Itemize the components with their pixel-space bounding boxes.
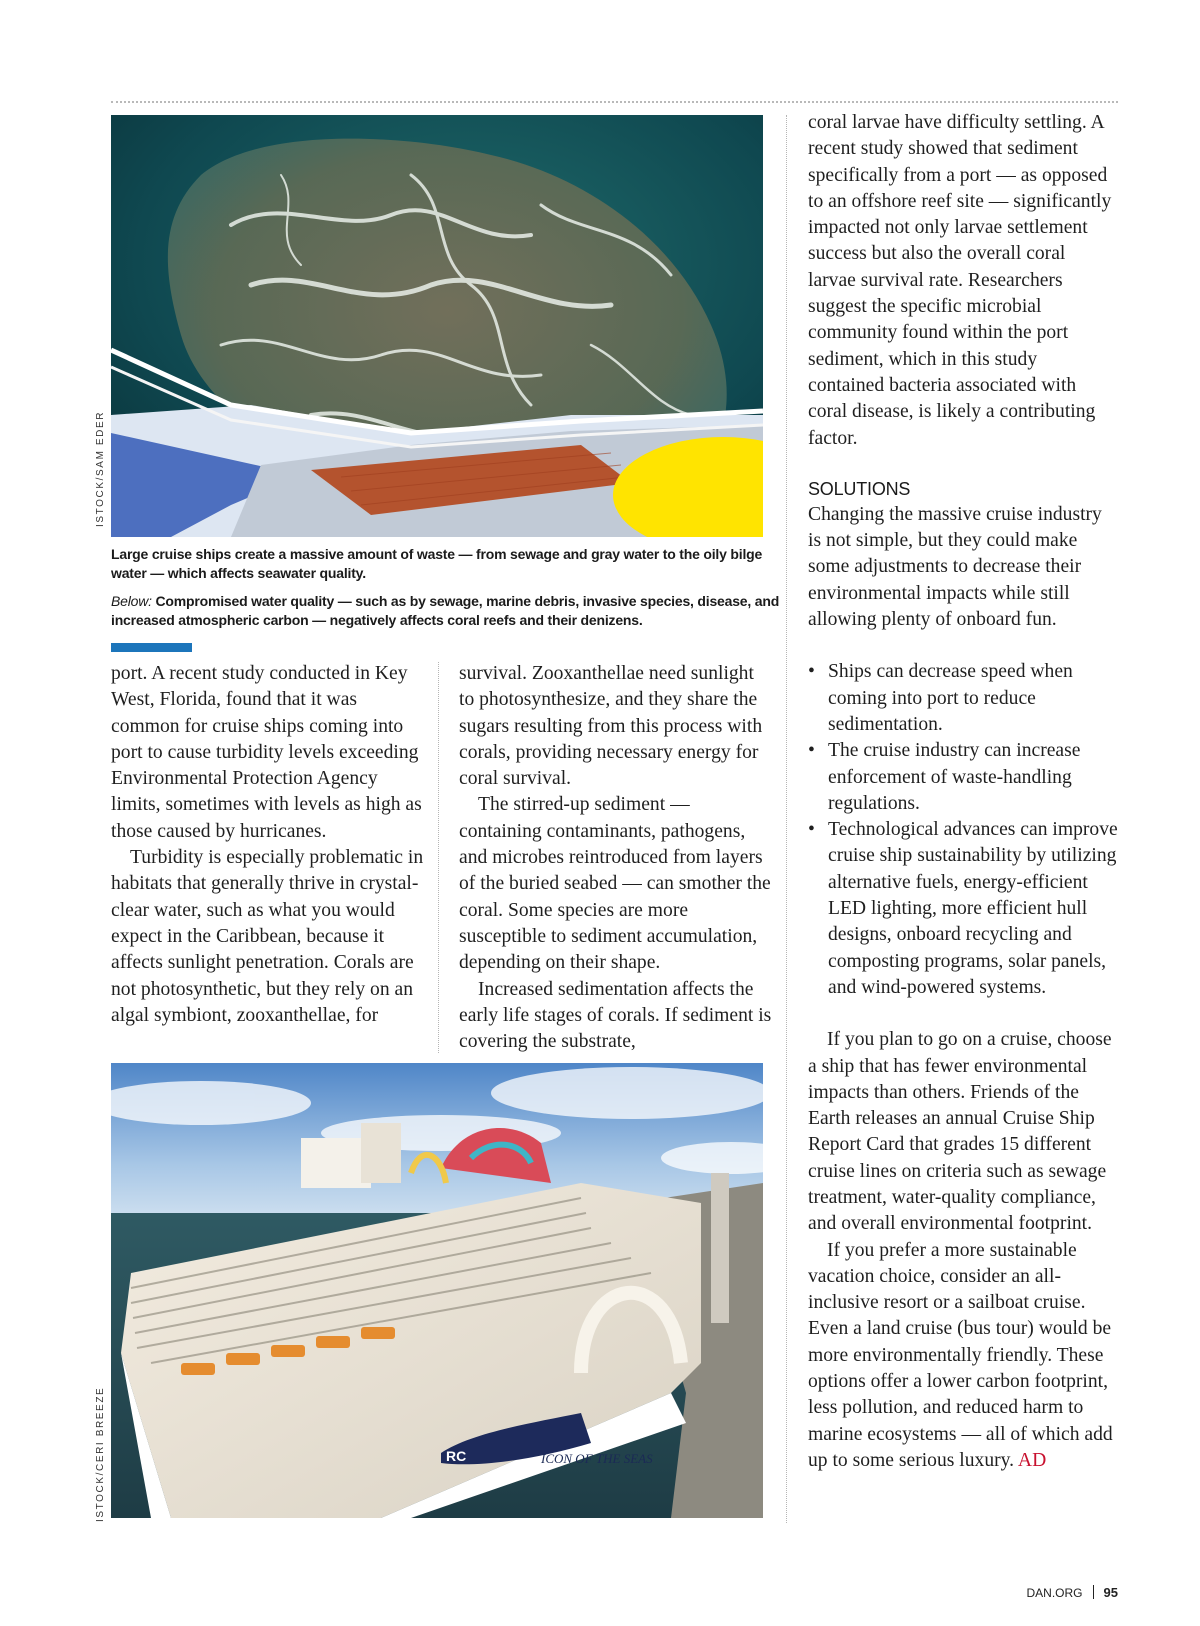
col2-paragraph-1: survival. Zooxanthellae need sunlight to photosynthesize, and they share the sugars resulting from this process with corals, providing necessary energy for coral survival.	[459, 663, 763, 790]
footer-site: DAN.ORG	[1026, 1586, 1083, 1600]
cruise-ship-photo	[111, 1063, 763, 1518]
col3-paragraph-1: coral larvae have difficulty settling. A recent study showed that sediment specifically from a port — as opposed to an offshore reef site — significantly impacted not only larvae settlement success but also the overall coral larvae survival rate. Researchers suggest the specific microbial community found within the port sediment, which in this study contained bacteria associated with coral disease, is likely a contributing factor.	[808, 112, 1112, 449]
column-rule-1	[438, 662, 439, 1053]
article-column-3	[808, 110, 1118, 1474]
solutions-heading: SOLUTIONS	[808, 478, 911, 499]
col3-paragraph-3: If you plan to go on a cruise, choose a ship that has fewer environmental impacts than others. Friends of the Earth releases an annual Cruise Ship Report Card that grades 15 different cruise lines on criteria such as sewage treatment, water-quality compliance, and overall environmental footprint.	[808, 1029, 1112, 1235]
page-number: 95	[1103, 1585, 1118, 1600]
footer-separator	[1093, 1585, 1094, 1599]
top-dotted-rule	[111, 101, 1118, 103]
ship-name-text: ICON OF THE SEAS	[541, 1451, 653, 1466]
hull-mark-text: RC	[446, 1448, 467, 1464]
col2-paragraph-2: The stirred-up sediment — containing contaminants, pathogens, and microbes reintroduced from layers of the buried seabed — can smother the coral. Some species are more susceptible to sediment accumulation, depending on their shape.	[459, 794, 771, 974]
ship-wake-illustration	[111, 115, 763, 537]
cruise-ship-illustration	[111, 1063, 763, 1518]
article-column-2	[459, 661, 774, 1055]
ship-wake-photo	[111, 115, 763, 537]
photo-credit-bottom: ISTOCK/CERI BREEZE	[95, 1386, 106, 1522]
col3-paragraph-4-text: If you prefer a more sustainable vacation choice, consider an all-inclusive resort or a sailboat cruise. Even a land cruise (bus tour) would be more environmentally friendly. These options offer a lower carbon footprint, less pollution, and reduced harm to marine ecosystems — all of which add up to some serious luxury.	[808, 1239, 1113, 1471]
col3-paragraph-2: Changing the massive cruise industry is not simple, but they could make some adjustments to decrease their environmental impacts while still allowing plenty of onboard fun.	[808, 503, 1102, 631]
photo-credit-top: ISTOCK/SAM EDER	[95, 410, 106, 527]
col1-paragraph-1: port. A recent study conducted in Key West, Florida, found that it was common for cruise ships coming into port to cause turbidity levels exceeding Environmental Protection Agency limits, sometimes with levels as high as those caused by hurricanes.	[111, 663, 422, 842]
photo-caption	[111, 545, 771, 583]
col2-paragraph-3: Increased sedimentation affects the early life stages of corals. If sediment is covering the substrate,	[459, 978, 772, 1053]
solutions-list-item: • Technological advances can improve cruise ship sustainability by utilizing alternative fuels, energy-efficient LED lighting, more efficient hull designs, onboard recycling and composting programs, solar panels, and wind-powered systems.	[808, 817, 1118, 1001]
caption-below-text: Compromised water quality — such as by sewage, marine debris, invasive species, disease, and increased atmospheric carbon — negatively affects coral reefs and their denizens.	[111, 593, 780, 628]
col1-paragraph-2: Turbidity is especially problematic in habitats that generally thrive in crystal-clear water, such as what you would expect in the Caribbean, because it affects sunlight penetration. Corals are not photosynthetic, but they rely on an algal symbiont, zooxanthellae, for	[111, 847, 424, 1026]
caption-main: Large cruise ships create a massive amount of waste — from sewage and gray water to the oily bilge water — which affects seawater quality.	[111, 546, 763, 581]
solutions-list-item: • The cruise industry can increase enforcement of waste-handling regulations.	[808, 738, 1118, 817]
page-footer	[1027, 1585, 1118, 1600]
article-column-1	[111, 661, 427, 1029]
col3-paragraph-4	[808, 1238, 1118, 1475]
column-rule-2	[786, 115, 787, 1523]
solutions-list	[808, 659, 1118, 1001]
end-mark: AD	[1017, 1449, 1047, 1471]
photo-caption-below	[111, 592, 781, 630]
solutions-list-item: • Ships can decrease speed when coming into port to reduce sedimentation.	[808, 659, 1118, 738]
caption-below-label: Below:	[111, 593, 152, 609]
accent-bar	[111, 643, 192, 652]
